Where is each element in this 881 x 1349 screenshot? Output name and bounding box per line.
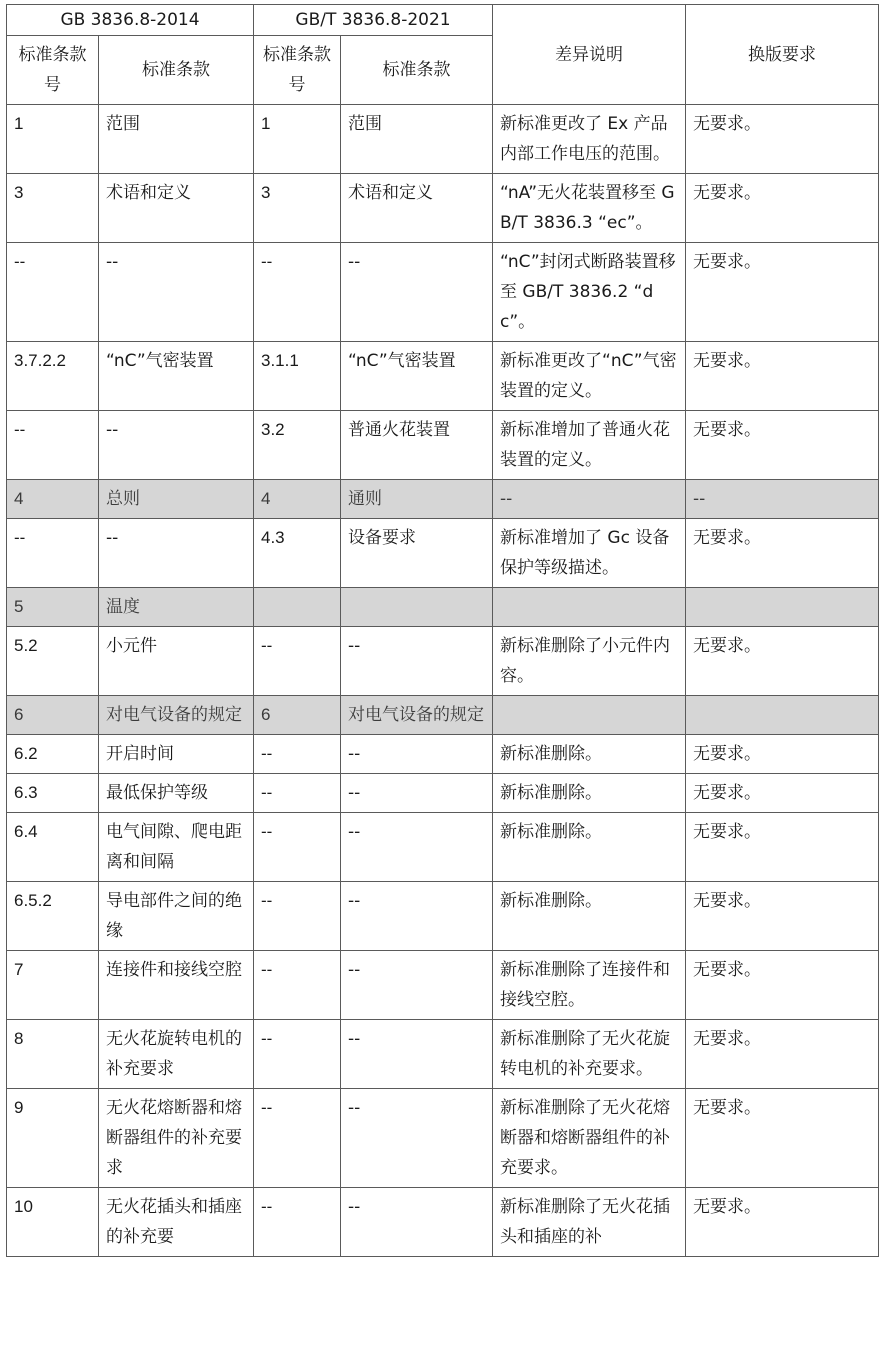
change-requirement-cell: 无要求。 xyxy=(686,174,879,243)
old-clause-no-cell: 5.2 xyxy=(7,627,99,696)
diff-description-cell: 新标准删除。 xyxy=(493,813,686,882)
old-clause-no-cell: 7 xyxy=(7,951,99,1020)
new-clause-title-cell: -- xyxy=(341,774,493,813)
new-clause-no-cell: -- xyxy=(254,627,341,696)
change-requirement-cell: 无要求。 xyxy=(686,813,879,882)
diff-description-cell: 新标准删除了无火花旋转电机的补充要求。 xyxy=(493,1020,686,1089)
table-row xyxy=(7,588,879,627)
new-clause-title-cell: -- xyxy=(341,882,493,951)
old-clause-no-cell: 8 xyxy=(7,1020,99,1089)
change-requirement-cell: 无要求。 xyxy=(686,774,879,813)
requirement-heading: 换版要求 xyxy=(686,5,879,105)
old-clause-title-cell: 电气间隙、爬电距离和间隔 xyxy=(99,813,254,882)
change-requirement-cell: 无要求。 xyxy=(686,735,879,774)
old-clause-title-cell: 导电部件之间的绝缘 xyxy=(99,882,254,951)
old-clause-title-cell: -- xyxy=(99,243,254,342)
old-clause-no-cell: 6.5.2 xyxy=(7,882,99,951)
diff-description-cell: 新标准删除了连接件和接线空腔。 xyxy=(493,951,686,1020)
old-clause-no-cell: 5 xyxy=(7,588,99,627)
diff-description-cell: 新标准删除了小元件内容。 xyxy=(493,627,686,696)
old-clause-no-cell: 4 xyxy=(7,480,99,519)
change-requirement-cell: 无要求。 xyxy=(686,627,879,696)
old-clause-title-cell: -- xyxy=(99,411,254,480)
new-clause-no-cell: 4.3 xyxy=(254,519,341,588)
new-clause-title-cell: 术语和定义 xyxy=(341,174,493,243)
new-clause-no-cell: 3.1.1 xyxy=(254,342,341,411)
table-row xyxy=(7,1020,879,1089)
old-clause-title-cell: 总则 xyxy=(99,480,254,519)
diff-description-cell: “nA”无火花装置移至 GB/T 3836.3 “ec”。 xyxy=(493,174,686,243)
comparison-table xyxy=(6,4,879,1257)
old-clause-title-cell: 无火花熔断器和熔断器组件的补充要求 xyxy=(99,1089,254,1188)
diff-description-cell: 新标准增加了普通火花装置的定义。 xyxy=(493,411,686,480)
old-clause-title-cell: 无火花插头和插座的补充要 xyxy=(99,1188,254,1257)
diff-description-cell: 新标准删除。 xyxy=(493,882,686,951)
diff-description-cell xyxy=(493,696,686,735)
new-clause-title-cell: 对电气设备的规定 xyxy=(341,696,493,735)
new-clause-no-cell: 3 xyxy=(254,174,341,243)
old-clause-no-cell: 6.2 xyxy=(7,735,99,774)
table-row xyxy=(7,951,879,1020)
old-clause-no-heading: 标准条款号 xyxy=(7,36,99,105)
diff-description-cell: 新标准增加了 Gc 设备保护等级描述。 xyxy=(493,519,686,588)
change-requirement-cell: 无要求。 xyxy=(686,1020,879,1089)
diff-description-cell: 新标准删除。 xyxy=(493,735,686,774)
old-clause-title-cell: 小元件 xyxy=(99,627,254,696)
new-clause-no-cell: 1 xyxy=(254,105,341,174)
table-row xyxy=(7,174,879,243)
new-clause-title-cell: 普通火花装置 xyxy=(341,411,493,480)
change-requirement-cell: 无要求。 xyxy=(686,411,879,480)
old-clause-title-cell: 连接件和接线空腔 xyxy=(99,951,254,1020)
table-row xyxy=(7,813,879,882)
diff-description-cell: “nC”封闭式断路装置移至 GB/T 3836.2 “dc”。 xyxy=(493,243,686,342)
new-clause-title-cell xyxy=(341,588,493,627)
old-standard-heading: GB 3836.8-2014 xyxy=(7,5,254,36)
table-row xyxy=(7,411,879,480)
new-clause-title-cell: 范围 xyxy=(341,105,493,174)
change-requirement-cell: 无要求。 xyxy=(686,1089,879,1188)
old-clause-no-cell: -- xyxy=(7,519,99,588)
new-clause-title-cell: -- xyxy=(341,951,493,1020)
old-clause-title-cell: 术语和定义 xyxy=(99,174,254,243)
table-row xyxy=(7,105,879,174)
diff-description-cell: 新标准更改了“nC”气密装置的定义。 xyxy=(493,342,686,411)
table-row xyxy=(7,735,879,774)
old-clause-title-cell: 开启时间 xyxy=(99,735,254,774)
old-clause-no-cell: -- xyxy=(7,411,99,480)
new-clause-no-cell: -- xyxy=(254,882,341,951)
table-row xyxy=(7,1188,879,1257)
old-clause-no-cell: 9 xyxy=(7,1089,99,1188)
old-clause-title-cell: 范围 xyxy=(99,105,254,174)
change-requirement-cell: 无要求。 xyxy=(686,951,879,1020)
diff-description-cell: 新标准删除。 xyxy=(493,774,686,813)
new-clause-no-cell: -- xyxy=(254,1188,341,1257)
table-row xyxy=(7,342,879,411)
table-row xyxy=(7,519,879,588)
change-requirement-cell: 无要求。 xyxy=(686,1188,879,1257)
new-clause-no-cell: 4 xyxy=(254,480,341,519)
old-clause-title-cell: -- xyxy=(99,519,254,588)
new-clause-no-cell xyxy=(254,588,341,627)
table-header xyxy=(7,5,879,105)
change-requirement-cell: 无要求。 xyxy=(686,243,879,342)
new-clause-no-cell: 3.2 xyxy=(254,411,341,480)
old-clause-no-cell: 10 xyxy=(7,1188,99,1257)
table-row xyxy=(7,882,879,951)
new-clause-no-cell: -- xyxy=(254,1020,341,1089)
change-requirement-cell: 无要求。 xyxy=(686,882,879,951)
old-clause-title-cell: “nC”气密装置 xyxy=(99,342,254,411)
change-requirement-cell xyxy=(686,696,879,735)
table-row xyxy=(7,1089,879,1188)
new-clause-no-cell: -- xyxy=(254,243,341,342)
new-clause-title-cell: -- xyxy=(341,627,493,696)
diff-description-cell: 新标准更改了 Ex 产品内部工作电压的范围。 xyxy=(493,105,686,174)
old-clause-no-cell: 6.4 xyxy=(7,813,99,882)
diff-description-cell: 新标准删除了无火花插头和插座的补 xyxy=(493,1188,686,1257)
change-requirement-cell xyxy=(686,588,879,627)
change-requirement-cell: -- xyxy=(686,480,879,519)
new-clause-title-cell: -- xyxy=(341,813,493,882)
new-clause-title-cell: 通则 xyxy=(341,480,493,519)
new-clause-no-cell: -- xyxy=(254,1089,341,1188)
diff-description-cell: 新标准删除了无火花熔断器和熔断器组件的补充要求。 xyxy=(493,1089,686,1188)
table-row xyxy=(7,696,879,735)
old-clause-no-cell: 6 xyxy=(7,696,99,735)
old-clause-title-cell: 最低保护等级 xyxy=(99,774,254,813)
new-clause-title-cell: “nC”气密装置 xyxy=(341,342,493,411)
old-clause-title-cell: 温度 xyxy=(99,588,254,627)
table-body xyxy=(7,105,879,1257)
table-row xyxy=(7,774,879,813)
new-clause-no-cell: 6 xyxy=(254,696,341,735)
new-clause-title-cell: -- xyxy=(341,1020,493,1089)
new-clause-title-cell: 设备要求 xyxy=(341,519,493,588)
table-row xyxy=(7,243,879,342)
table-row xyxy=(7,480,879,519)
new-clause-no-cell: -- xyxy=(254,735,341,774)
change-requirement-cell: 无要求。 xyxy=(686,105,879,174)
old-clause-no-cell: 3.7.2.2 xyxy=(7,342,99,411)
new-standard-heading: GB/T 3836.8-2021 xyxy=(254,5,493,36)
old-clause-no-cell: 3 xyxy=(7,174,99,243)
old-clause-heading: 标准条款 xyxy=(99,36,254,105)
new-clause-title-cell: -- xyxy=(341,243,493,342)
new-clause-no-cell: -- xyxy=(254,951,341,1020)
new-clause-title-cell: -- xyxy=(341,1188,493,1257)
new-clause-no-cell: -- xyxy=(254,774,341,813)
new-clause-heading: 标准条款 xyxy=(341,36,493,105)
old-clause-title-cell: 无火花旋转电机的补充要求 xyxy=(99,1020,254,1089)
old-clause-title-cell: 对电气设备的规定 xyxy=(99,696,254,735)
new-clause-no-cell: -- xyxy=(254,813,341,882)
change-requirement-cell: 无要求。 xyxy=(686,342,879,411)
new-clause-title-cell: -- xyxy=(341,735,493,774)
new-clause-title-cell: -- xyxy=(341,1089,493,1188)
old-clause-no-cell: 6.3 xyxy=(7,774,99,813)
table-row xyxy=(7,627,879,696)
old-clause-no-cell: 1 xyxy=(7,105,99,174)
diff-heading: 差异说明 xyxy=(493,5,686,105)
new-clause-no-heading: 标准条款号 xyxy=(254,36,341,105)
old-clause-no-cell: -- xyxy=(7,243,99,342)
change-requirement-cell: 无要求。 xyxy=(686,519,879,588)
diff-description-cell: -- xyxy=(493,480,686,519)
diff-description-cell xyxy=(493,588,686,627)
